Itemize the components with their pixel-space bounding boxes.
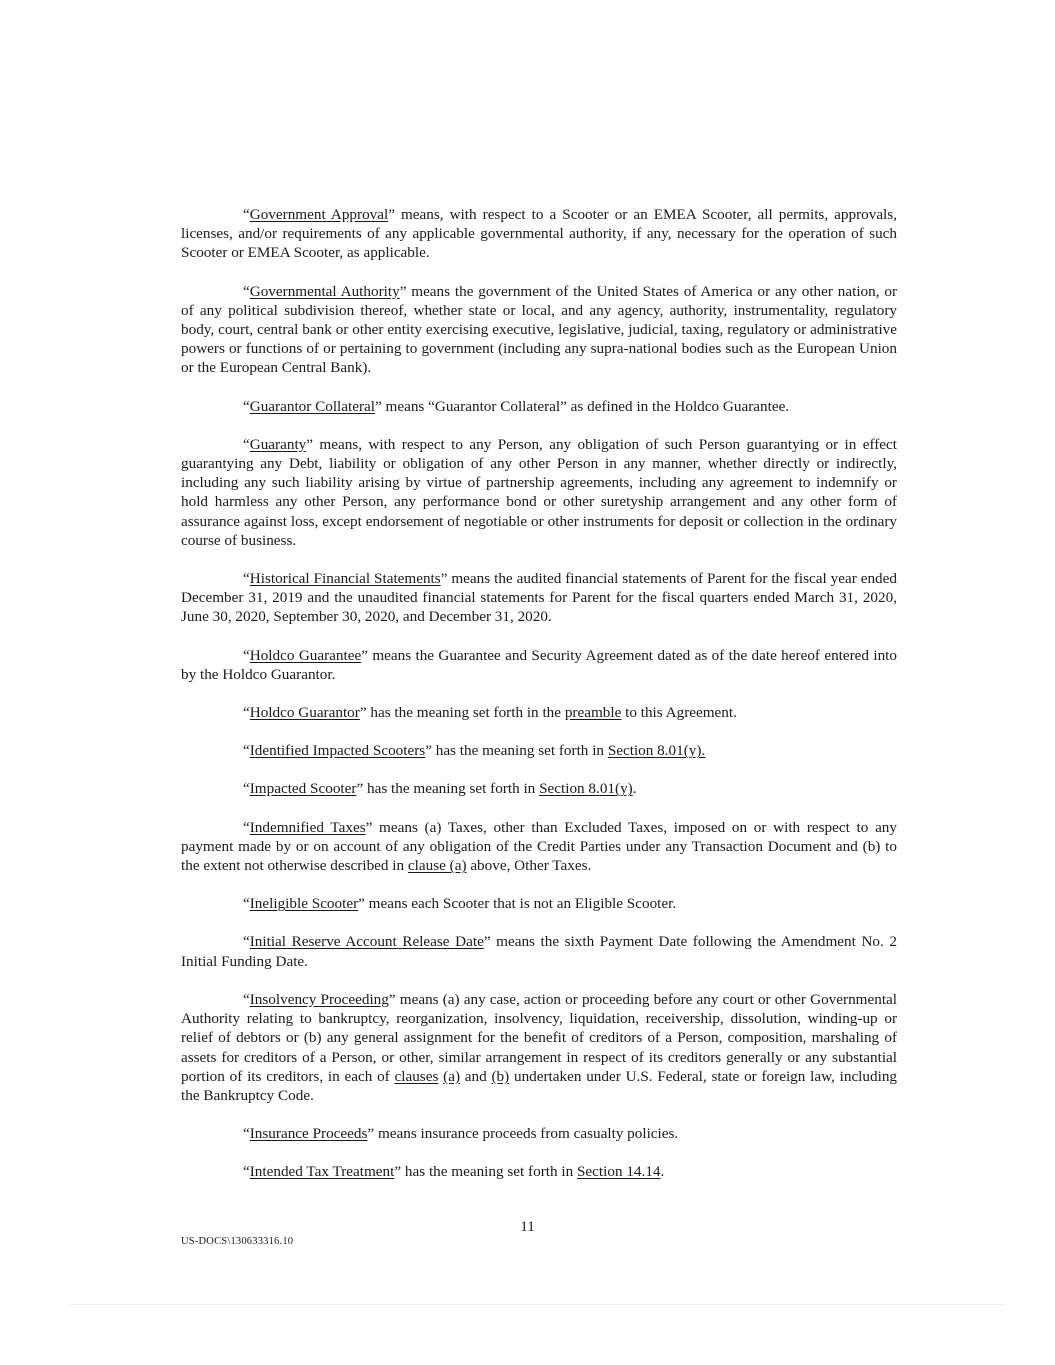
defined-term: Impacted Scooter [249,780,357,798]
cross-reference-link[interactable]: Section 14.14 [576,1163,661,1181]
definition-text: above, Other Taxes. [466,857,592,875]
definition-text: ” means the sixth Payment Date following the Amendment No. 2 Initial Funding Date. [181,933,897,970]
defined-term: Ineligible Scooter [249,895,359,913]
defined-term: Initial Reserve Account Release Date [249,933,484,951]
defined-term: Holdco Guarantor [249,704,360,722]
definition-text: ” means (a) Taxes, other than Excluded Taxes, imposed on or with respect to any payment made by or on account of any obligation of the Credit Parties under any Transaction Document and (b) to the extent not otherwise described in [181,818,897,875]
definition-guarantor-collateral: “Guarantor Collateral” means “Guarantor Collateral” as defined in the Holdco Guarantee. [243,397,790,415]
document-id: US-DOCS\130633316.10 [181,1236,294,1247]
definition-text: ” means the audited financial statements of Parent for the fiscal year ended December 31, 2019 and the unaudited financial statements for Parent for the fiscal quarters ended March 31, 2020, June 30, 2020, September 30, 2020, and December 31, 2020. [181,570,897,626]
definition-text: . [632,780,637,798]
definition-government-approval: “Government Approval” means, with respect to a Scooter or an EMEA Scooter, all permits, approvals, licenses, and/or requirements of any applicable governmental authority, if any, necessary for the operation of such Scooter or EMEA Scooter, as applicable. [181,206,897,262]
cross-reference-link[interactable]: preamble [564,704,622,722]
definition-text: ” means “Guarantor Collateral” as defined in the Holdco Guarantee. [375,397,790,415]
cross-reference-link[interactable]: clauses [394,1067,439,1085]
definition-identified-impacted-scooters: “Identified Impacted Scooters” has the meaning set forth in Section 8.01(y). [243,742,706,760]
definition-holdco-guarantor: “Holdco Guarantor” has the meaning set forth in the preamble to this Agreement. [243,704,737,722]
defined-term: Intended Tax Treatment [249,1163,395,1181]
definition-text: ” means, with respect to any Person, any obligation of such Person guarantying or in effect guarantying any Debt, liability or obligation of any other Person in any manner, whether directly or indirectly, including any such liability arising by virtue of partnership agreements, including any agreement to indemnify or hold harmless any other Person, any performance bond or other suretyship arrangement and any other form of assurance against loss, except endorsement of negotiable or other instruments for deposit or collection in the ordinary course of business. [181,435,897,549]
definition-text: ” means (a) any case, action or proceeding before any court or other Governmental Authority relating to bankruptcy, reorganization, insolvency, liquidation, receivership, dissolution, winding-up or relief of debtors or (b) any general assignment for the benefit of creditors of a Person, composition, marshaling of assets for creditors of a Person, or other, similar arrangement in respect of its creditors generally or any substantial portion of its creditors, in each of [181,990,897,1085]
definition-text: ” means, with respect to a Scooter or an EMEA Scooter, all permits, approvals, licenses, and/or requirements of any applicable governmental authority, if any, necessary for the operation of such Scooter or EMEA Scooter, as applicable. [181,206,897,262]
defined-term: Historical Financial Statements [249,570,441,588]
definition-governmental-authority: “Governmental Authority” means the government of the United States of America or any other nation, or of any political subdivision thereof, whether state or local, and any agency, authority, instrumentality, regulatory body, court, central bank or other entity exercising executive, legislative, judicial, taxing, regulatory or administrative powers or functions of or pertaining to government (including any supra-national bodies such as the European Union or the European Central Bank). [181,282,897,377]
cross-reference-link[interactable]: Section 8.01(y) [539,780,633,798]
definition-text: . [660,1163,665,1181]
defined-term: Government Approval [249,206,389,223]
cross-reference-link[interactable]: Section 8.01(y). [607,742,706,760]
definition-insolvency-proceeding: “Insolvency Proceeding” means (a) any case, action or proceeding before any court or other Governmental Authority relating to bankruptcy, reorganization, insolvency, liquidation, receivership, dissolution, winding-up or relief of debtors or (b) any general assignment for the benefit of creditors of a Person, composition, marshaling of assets for creditors of a Person, or other, similar arrangement in respect of its creditors generally or any substantial portion of its creditors, in each of clauses (a) and (b) undertaken under U.S. Federal, state or foreign law, including the Bankruptcy Code. [181,990,898,1104]
definition-indemnified-taxes: “Indemnified Taxes” means (a) Taxes, other than Excluded Taxes, imposed on or with respect to any payment made by or on account of any obligation of the Credit Parties under any Transaction Document and (b) to the extent not otherwise described in clause (a) above, Other Taxes. [181,818,897,875]
definition-initial-reserve-account-release-date: “Initial Reserve Account Release Date” means the sixth Payment Date following the Amendment No. 2 Initial Funding Date. [181,933,897,970]
definition-text: ” has the meaning set forth in [394,1163,577,1181]
definition-text: ” has the meaning set forth in [425,742,608,760]
cross-reference-link[interactable]: clause (a) [407,857,467,875]
definition-text: undertaken under U.S. Federal, state or foreign law, including the Bankruptcy Code. [181,1067,898,1104]
defined-term: Identified Impacted Scooters [249,742,426,760]
definition-insurance-proceeds: “Insurance Proceeds” means insurance proceeds from casualty policies. [243,1125,679,1143]
page-edge-divider [70,1304,1005,1305]
defined-term: Insurance Proceeds [249,1125,368,1143]
definition-ineligible-scooter: “Ineligible Scooter” means each Scooter that is not an Eligible Scooter. [243,895,677,913]
definition-historical-financial-statements: “Historical Financial Statements” means the audited financial statements of Parent for the fiscal year ended December 31, 2019 and the unaudited financial statements for Parent for the fiscal quarters ended March 31, 2020, June 30, 2020, September 30, 2020, and December 31, 2020. [181,570,897,626]
defined-term: Guarantor Collateral [249,397,375,415]
defined-term: Holdco Guarantee [249,646,362,664]
definition-text: to this Agreement. [621,704,737,722]
definition-holdco-guarantee: “Holdco Guarantee” means the Guarantee and Security Agreement dated as of the date hereof entered into by the Holdco Guarantor. [181,646,897,683]
definition-text: ” has the meaning set forth in [356,780,540,798]
definition-impacted-scooter: “Impacted Scooter” has the meaning set forth in Section 8.01(y). [243,780,637,798]
definition-text: ” means the Guarantee and Security Agreement dated as of the date hereof entered into by the Holdco Guarantor. [181,646,897,683]
definition-text: ” means the government of the United States of America or any other nation, or of any political subdivision thereof, whether state or local, and any agency, authority, instrumentality, regulatory body, court, central bank or other entity exercising executive, legislative, judicial, taxing, regulatory or administrative powers or functions of or pertaining to government (including any supra-national bodies such as the European Union or the European Central Bank). [181,282,897,377]
definition-text: ” means insurance proceeds from casualty policies. [367,1125,679,1143]
defined-term: Indemnified Taxes [249,818,366,836]
page-number: 11 [520,1219,535,1235]
definition-intended-tax-treatment: “Intended Tax Treatment” has the meaning set forth in Section 14.14. [243,1163,665,1181]
cross-reference-link[interactable]: (b) [491,1067,510,1085]
definition-text: ” has the meaning set forth in the [359,704,565,722]
definition-text: and [460,1067,492,1085]
definitions-list [181,205,897,1201]
definition-guaranty: “Guaranty” means, with respect to any Person, any obligation of such Person guarantying or in effect guarantying any Debt, liability or obligation of any other Person in any manner, whether directly or indirectly, including any such liability arising by virtue of partnership agreements, including any agreement to indemnify or hold harmless any other Person, any performance bond or other suretyship arrangement and any other form of assurance against loss, except endorsement of negotiable or other instruments for deposit or collection in the ordinary course of business. [181,435,897,549]
defined-term: Governmental Authority [249,282,400,300]
defined-term: Guaranty [249,435,307,453]
definition-text: ” means each Scooter that is not an Eligible Scooter. [358,895,677,913]
defined-term: Insolvency Proceeding [249,990,389,1008]
cross-reference-link[interactable]: (a) [443,1067,460,1085]
